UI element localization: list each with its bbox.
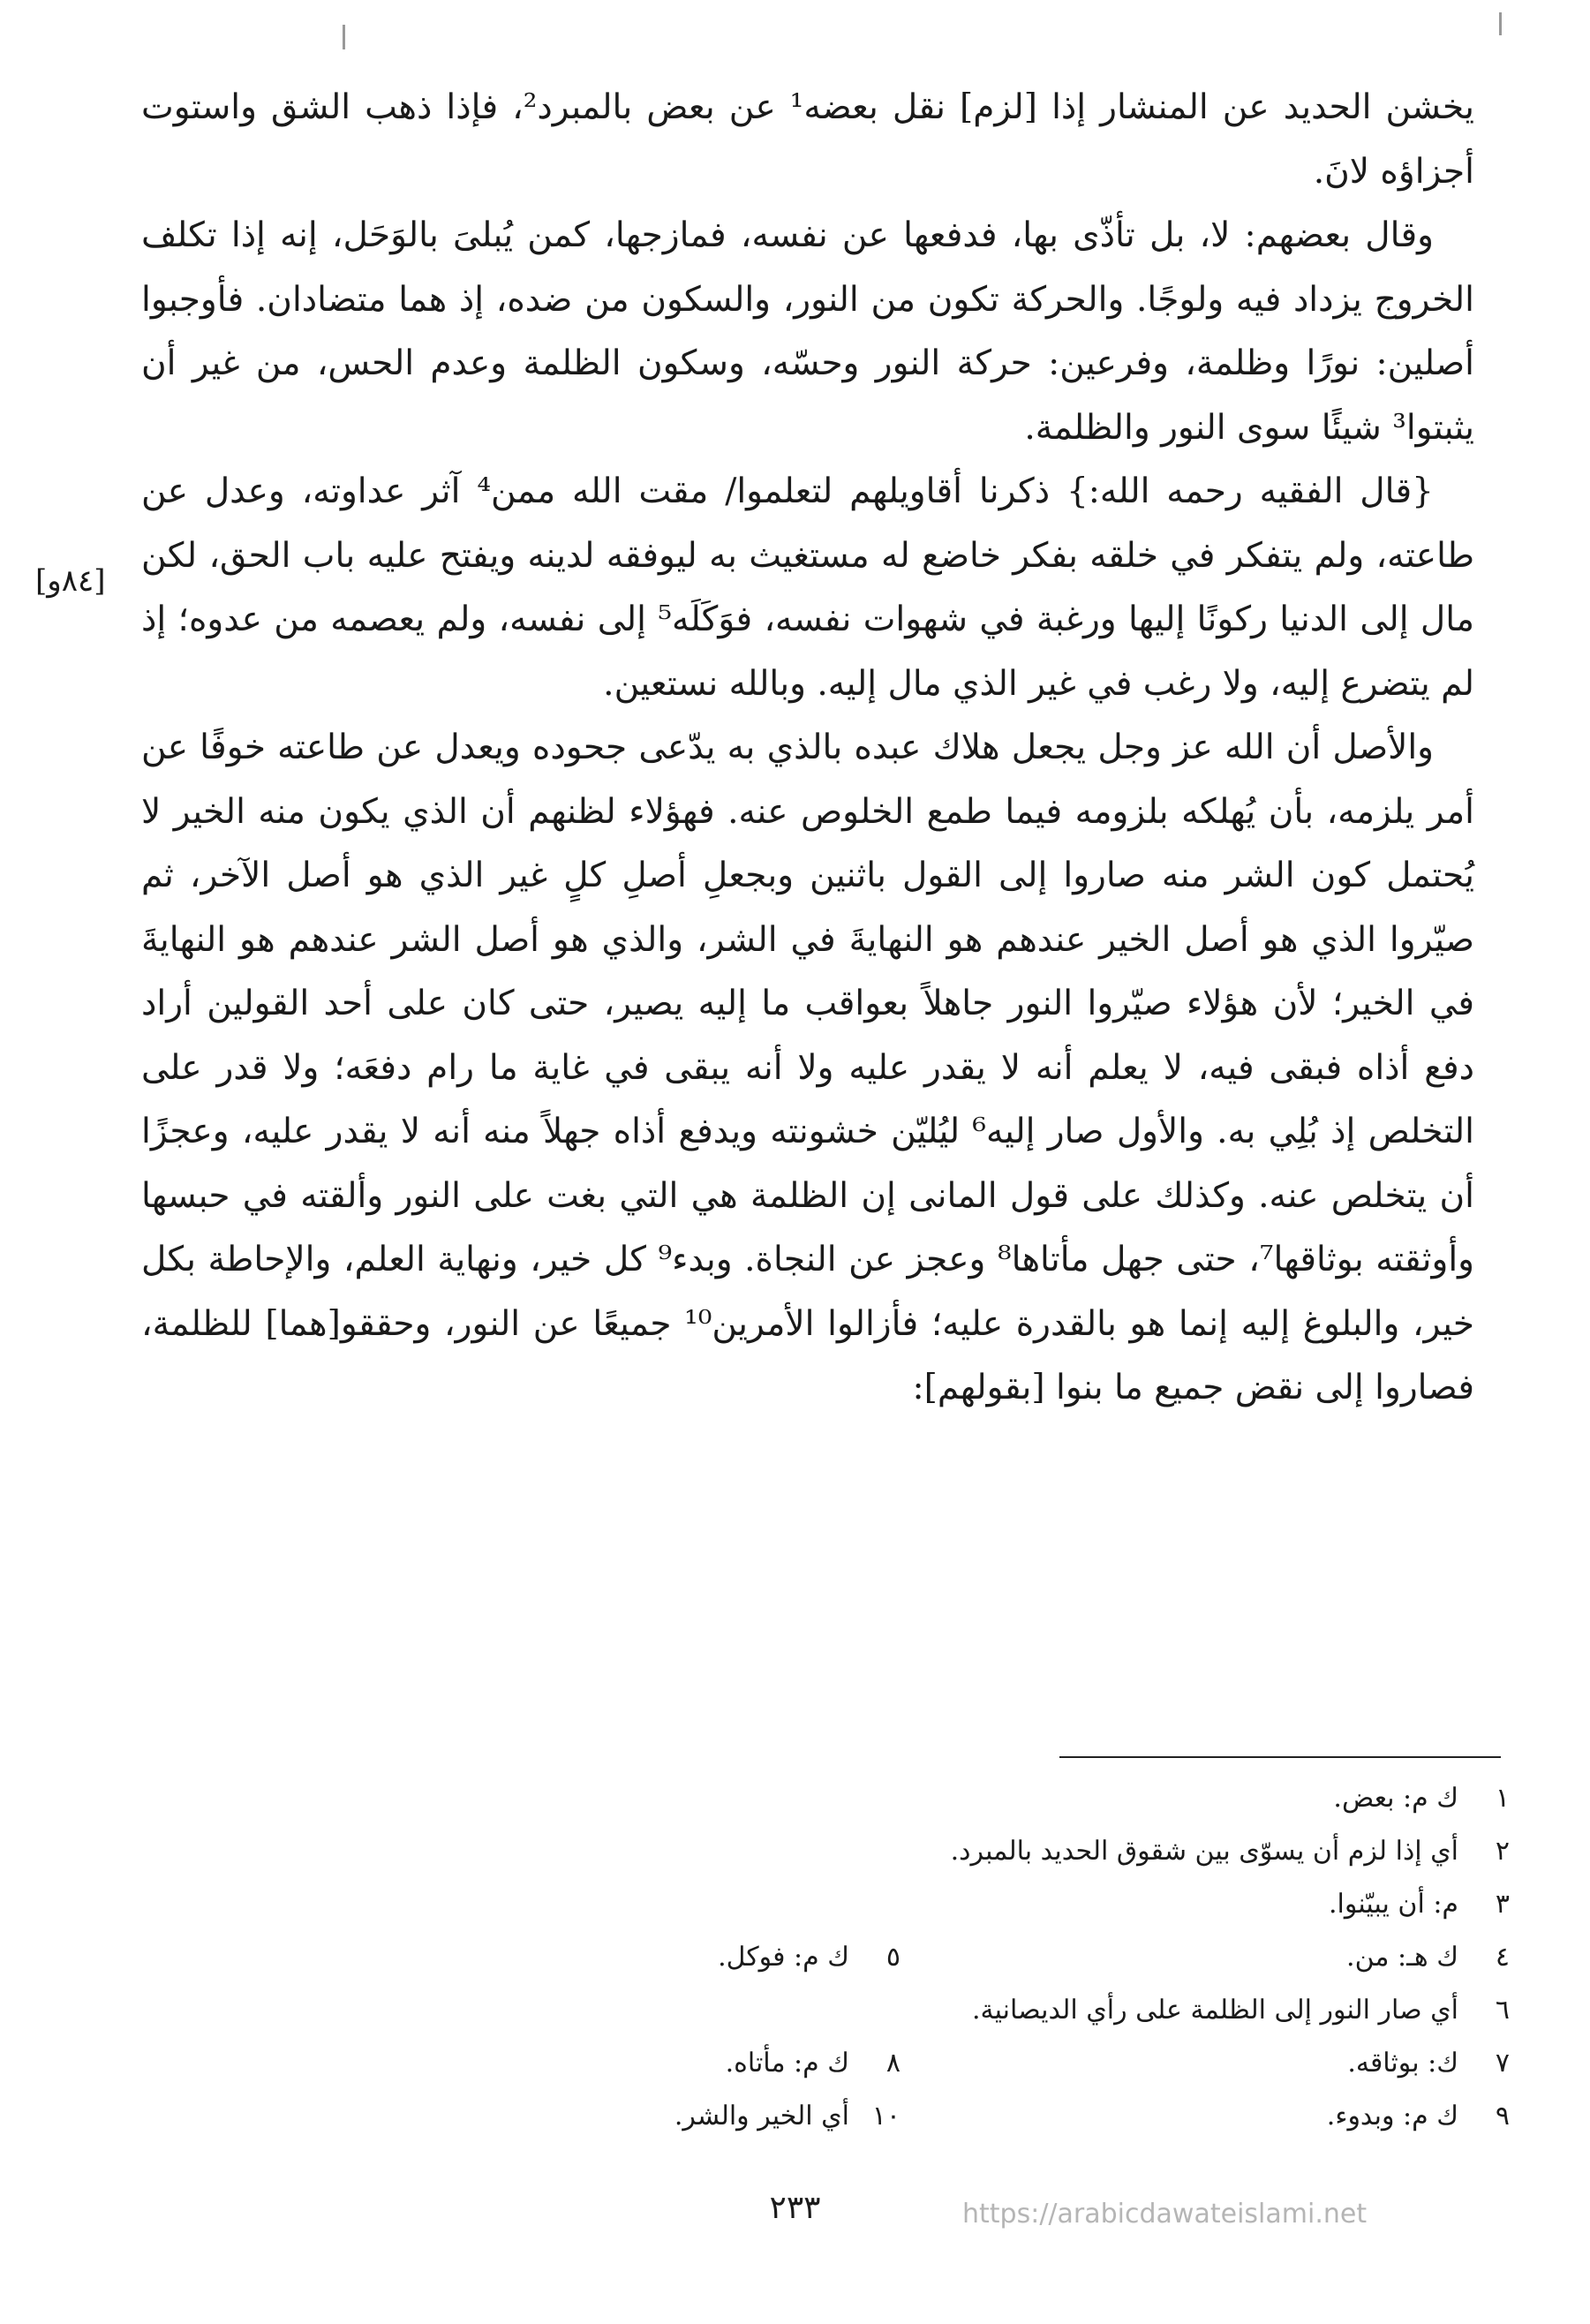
footnote-text: ك م: وبدوء. bbox=[1326, 2100, 1458, 2132]
paragraph: يخشن الحديد عن المنشار إذا [لزم] نقل بعضه¹ عن بعض بالمبرد²، فإذا ذهب الشق واستوت أجزاؤه لانَ. bbox=[141, 87, 1474, 192]
footnote bbox=[900, 2048, 1510, 2079]
footnote-number: ٣ bbox=[1495, 1888, 1510, 1920]
footnote-number: ٤ bbox=[1495, 1941, 1510, 1973]
main-text bbox=[141, 76, 1474, 1421]
footnote-text: ك: بوثاقه. bbox=[1347, 2047, 1458, 2079]
watermark: https://arabicdawateislami.net bbox=[962, 2199, 1368, 2230]
footnote-number: ٩ bbox=[1495, 2100, 1510, 2132]
footnote-text: أي صار النور إلى الظلمة على رأي الديصانية. bbox=[971, 1994, 1458, 2026]
footnote bbox=[900, 1942, 1510, 1973]
footnote bbox=[1333, 1783, 1510, 1814]
footnote bbox=[1329, 1889, 1510, 1920]
footnotes bbox=[459, 1771, 1510, 2142]
footnote bbox=[972, 1995, 1510, 2026]
footnote bbox=[900, 2101, 1510, 2132]
footnote-number: ٥ bbox=[885, 1941, 900, 1973]
footnote-row bbox=[459, 1983, 1510, 2036]
scan-mark bbox=[1499, 12, 1502, 35]
paragraph: {قال الفقيه رحمه الله:} ذكرنا أقاويلهم لتعلموا/ مقت الله ممن⁴ آثر عداوته، وعدل عن طاعته، ولم يتفكر في خلقه بفكر خاضع له مستغيث به ليوفقه لدينه ويفتح عليه باب الحق، لكن مال إلى الدنيا ركونًا إليها ورغبة في شهوات نفسه، فوَكَلَه⁵ إلى نفسه، ولم يعصمه من عدوه؛ إذ لم يتضرع إليه، ولا رغب في غير الذي مال إليه. وبالله نستعين. bbox=[141, 472, 1474, 704]
margin-folio-reference: [٨٤و] bbox=[35, 563, 106, 599]
footnote bbox=[718, 1942, 900, 1973]
footnote-number: ٨ bbox=[885, 2047, 900, 2079]
scan-mark bbox=[343, 25, 345, 49]
footnote-row bbox=[459, 1930, 1510, 1983]
footnote-number: ٦ bbox=[1495, 1994, 1510, 2026]
footnote-row bbox=[459, 1824, 1510, 1877]
footnote bbox=[951, 1836, 1510, 1867]
footnote-number: ١٠ bbox=[871, 2100, 900, 2132]
footnote-row bbox=[459, 2036, 1510, 2089]
footnote-text: ك م: مأتاه. bbox=[725, 2047, 849, 2079]
footnote-text: م: أن يبيّنوا. bbox=[1329, 1888, 1458, 1920]
paragraph: والأصل أن الله عز وجل يجعل هلاك عبده بالذي به يدّعى جحوده ويعدل عن طاعته خوفًا عن أمر يلزمه، بأن يُهلكه بلزومه فيما طمع الخلوص عنه. فهؤلاء لظنهم أن الذي يكون منه الخير لا يُحتمل كون الشر منه صاروا إلى القول باثنين وبجعلِ أصلِ كلٍ غير الذي هو أصل الآخر، ثم صيّروا الذي هو أصل الخير عندهم هو النهايةَ في الشر، والذي هو أصل الشر عندهم هو النهايةَ في الخير؛ لأن هؤلاء صيّروا النور جاهلاً بعواقب ما إليه يصير، حتى كان على أحد القولين أراد دفع أذاه فبقى فيه، لا يعلم أنه لا يقدر عليه ولا أنه يبقى في غاية ما رام دفعَه؛ ولا قدر على التخلص إذ بُلِي به. والأول صار إليه⁶ ليُليّن خشونته ويدفع أذاه جهلاً منه أنه لا يقدر عليه، وعجزًا أن يتخلص عنه. وكذلك على قول المانى إن الظلمة هي التي بغت على النور وألقته في حبسها وأوثقته بوثاقها⁷، حتى جهل مأتاها⁸ وعجز عن النجاة. وبدء⁹ كل خير، ونهاية العلم، والإحاطة بكل خير، والبلوغ إليه إنما هو بالقدرة عليه؛ فأزالوا الأمرين¹⁰ جميعًا عن النور، وحققو[هما] للظلمة، فصاروا إلى نقض جميع ما بنوا [بقولهم]: bbox=[141, 728, 1475, 1407]
footnote-row bbox=[459, 1771, 1510, 1824]
footnote bbox=[726, 2048, 900, 2079]
footnote-divider bbox=[1059, 1756, 1501, 1758]
footnote-number: ١ bbox=[1495, 1782, 1510, 1814]
footnote-text: ك م: بعض. bbox=[1333, 1782, 1458, 1814]
footnote-text: أي الخير والشر. bbox=[674, 2100, 849, 2132]
page-number: ٢٣٣ bbox=[769, 2190, 821, 2226]
footnote-row bbox=[459, 2089, 1510, 2142]
footnote-number: ٢ bbox=[1495, 1835, 1510, 1867]
footnote-row bbox=[459, 1877, 1510, 1930]
footnote bbox=[674, 2101, 900, 2132]
footnote-text: ك م: فوكل. bbox=[718, 1941, 849, 1973]
paragraph: وقال بعضهم: لا، بل تأذّى بها، فدفعها عن نفسه، فمازجها، كمن يُبلىَ بالوَحَل، إنه إذا تكلف الخروج يزداد فيه ولوجًا. والحركة تكون من النور، والسكون من ضده، إذ هما متضادان. فأوجبوا أصلين: نورًا وظلمة، وفرعين: حركة النور وحسّه، وسكون الظلمة وعدم الحس، من غير أن يثبتوا³ شيئًا سوى النور والظلمة. bbox=[141, 215, 1474, 448]
footnote-text: أي إذا لزم أن يسوّى بين شقوق الحديد بالمبرد. bbox=[950, 1835, 1458, 1867]
footnote-number: ٧ bbox=[1495, 2047, 1510, 2079]
footnote-text: ك هـ: من. bbox=[1346, 1941, 1458, 1973]
